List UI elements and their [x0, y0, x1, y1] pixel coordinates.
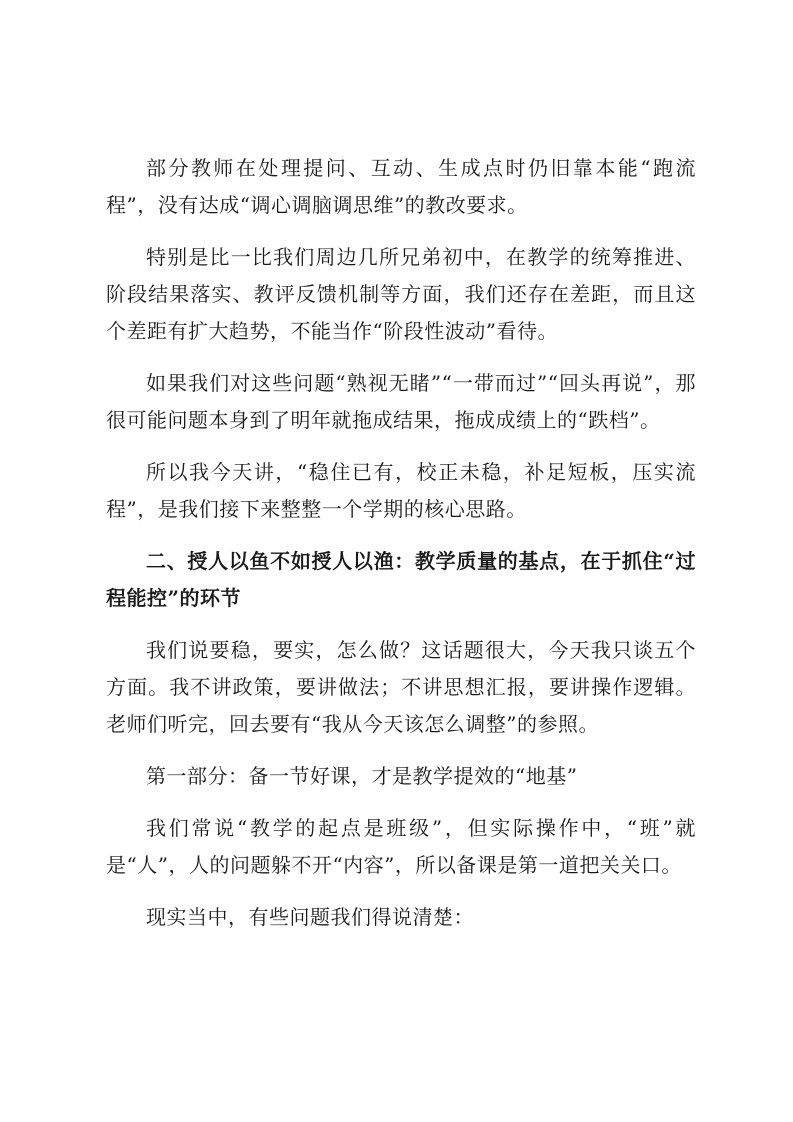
document-body [106, 150, 696, 951]
paragraph-8: 现实当中，有些问题我们得说清楚： [146, 905, 474, 929]
paragraph-1: 部分教师在处理提问、互动、生成点时仍旧靠本能“跑流程”，没有达成“调心调脑调思维”的教改要求。 [106, 156, 696, 217]
paragraph-5: 我们说要稳，要实，怎么做？这话题很大，今天我只谈五个方面。我不讲政策，要讲做法；不讲思想汇报，要讲操作逻辑。老师们听完，回去要有“我从今天该怎么调整”的参照。 [106, 638, 696, 736]
paragraph-6: 第一部分：备一节好课，才是教学提效的“地基” [146, 764, 578, 788]
paragraph-3: 如果我们对这些问题“熟视无睹”“一带而过”“回头再说”，那很可能问题本身到了明年就拖成结果，拖成成绩上的“跌档”。 [106, 371, 696, 432]
paragraph-4: 所以我今天讲，“稳住已有，校正未稳，补足短板，压实流程”，是我们接下来整整一个学期的核心思路。 [106, 460, 696, 521]
paragraph-7: 我们常说“教学的起点是班级”，但实际操作中，“班”就是“人”，人的问题躲不开“内容”，所以备课是第一道把关关口。 [106, 816, 696, 877]
section-heading: 二、授人以鱼不如授人以渔：教学质量的基点，在于抓住“过程能控”的环节 [106, 549, 696, 610]
paragraph-2: 特别是比一比我们周边几所兄弟初中，在教学的统筹推进、阶段结果落实、教评反馈机制等方面，我们还存在差距，而且这个差距有扩大趋势，不能当作“阶段性波动”看待。 [106, 245, 696, 343]
